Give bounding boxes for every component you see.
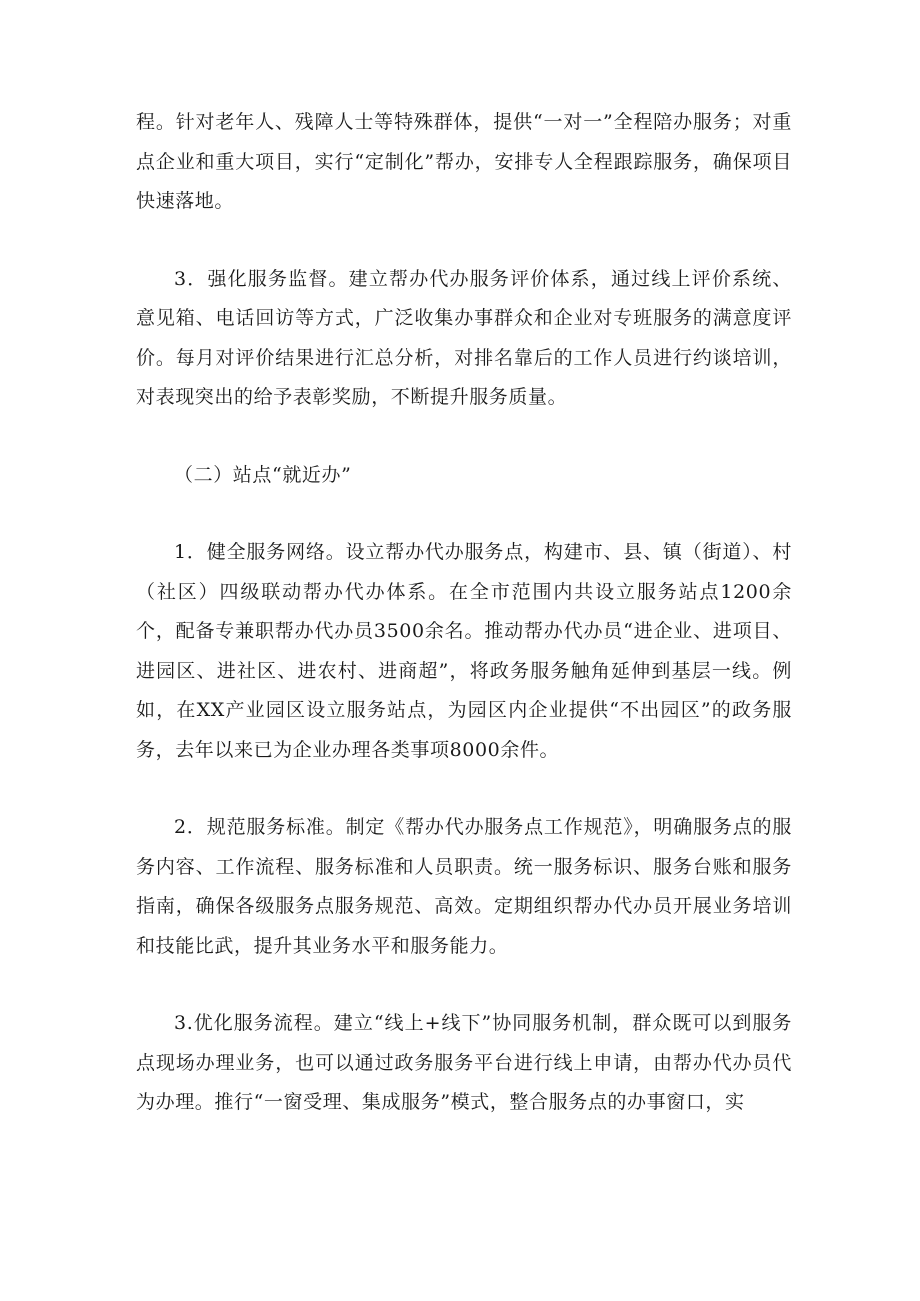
paragraph-service-process: 3.优化服务流程。建立“线上+线下”协同服务机制，群众既可以到服务点现场办理业务，也可以通过政务服务平台进行线上申请，由帮办代办员代为办理。推行“一窗受理、集成服务”模式，整合服务点的办事窗口，实 [136, 1012, 792, 1113]
paragraph-service-network: 1．健全服务网络。设立帮办代办服务点，构建市、县、镇（街道）、村（社区）四级联动帮办代办体系。在全市范围内共设立服务站点1200余个，配备专兼职帮办代办员3500余名。推动帮办代办员“进企业、进项目、进园区、进社区、进农村、进商超”，将政务服务触角延伸到基层一线。例如，在XX产业园区设立服务站点，为园区内企业提供“不出园区”的政务服务，去年以来已为企业办理各类事项8000余件。 [136, 541, 792, 761]
section-heading-station: （二）站点“就近办” [174, 463, 352, 486]
paragraph-service-supervision: 3．强化服务监督。建立帮办代办服务评价体系，通过线上评价系统、意见箱、电话回访等方式，广泛收集办事群众和企业对专班服务的满意度评价。每月对评价结果进行汇总分析，对排名靠后的工作人员进行约谈培训，对表现突出的给予表彰奖励，不断提升服务质量。 [136, 267, 792, 408]
paragraph-service-standard: 2．规范服务标准。制定《帮办代办服务点工作规范》，明确服务点的服务内容、工作流程、服务标准和人员职责。统一服务标识、服务台账和服务指南，确保各级服务点服务规范、高效。定期组织帮办代办员开展业务培训和技能比武，提升其业务水平和服务能力。 [136, 816, 792, 957]
paragraph-continuation: 程。针对老年人、残障人士等特殊群体，提供“一对一”全程陪办服务；对重点企业和重大项目，实行“定制化”帮办，安排专人全程跟踪服务，确保项目快速落地。 [136, 111, 792, 212]
paragraph-gap [136, 495, 792, 533]
paragraph-gap [136, 222, 792, 260]
paragraph-gap [136, 418, 792, 456]
document-page [136, 103, 792, 1123]
paragraph-gap [136, 770, 792, 808]
paragraph-gap [136, 966, 792, 1004]
